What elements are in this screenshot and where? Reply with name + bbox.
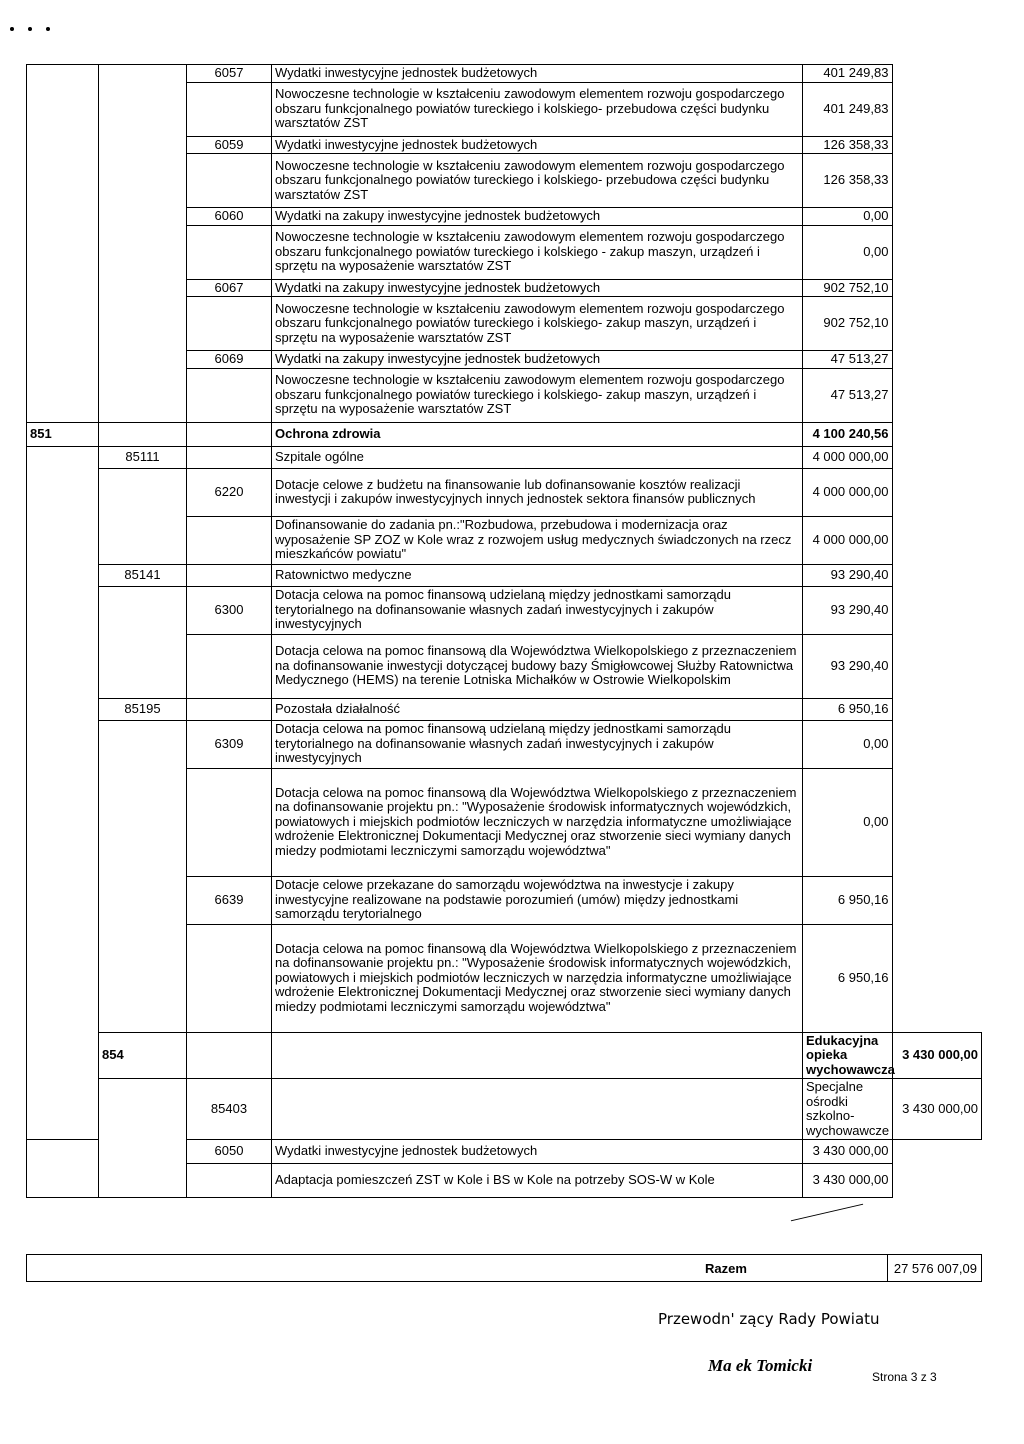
total-label: Razem bbox=[705, 1261, 747, 1276]
row-amount: 0,00 bbox=[803, 225, 893, 279]
row-description: Dotacja celowa na pomoc finansową udzielaną między jednostkami samorządu terytorialnego na dofinansowanie własnych zadań inwestycyjnych i zakupów inwestycyjnych bbox=[272, 720, 803, 768]
row-amount: 3 430 000,00 bbox=[892, 1079, 982, 1140]
section-row bbox=[27, 1032, 982, 1079]
row-amount: 4 000 000,00 bbox=[803, 516, 893, 564]
signature-stroke bbox=[791, 1204, 863, 1222]
row-amount: 93 290,40 bbox=[803, 586, 893, 634]
row-description: Specjalne ośrodki szkolno-wychowawcze bbox=[803, 1079, 893, 1140]
row-amount: 6 950,16 bbox=[803, 924, 893, 1032]
row-description: Wydatki inwestycyjne jednostek budżetowych bbox=[272, 65, 803, 83]
row-amount: 3 430 000,00 bbox=[803, 1140, 893, 1164]
row-amount: 3 430 000,00 bbox=[803, 1164, 893, 1198]
table-row bbox=[27, 446, 982, 468]
row-amount: 4 000 000,00 bbox=[803, 446, 893, 468]
paragraph-code: 6300 bbox=[187, 586, 272, 634]
rozdzial-code: 85111 bbox=[99, 446, 187, 468]
row-amount: 0,00 bbox=[803, 208, 893, 226]
rozdzial-code: 85403 bbox=[187, 1079, 272, 1140]
paragraph-code: 6309 bbox=[187, 720, 272, 768]
row-description: Dotacja celowa na pomoc finansową dla Województwa Wielkopolskiego z przeznaczeniem na dofinansowanie projektu pn.: "Wyposażenie środowisk informatycznych wojewódzkich, powiatowych i miejskich podmiotów leczniczych w narzędzia informatyczne umożliwiające wdrożenie Elektronicznej Dokumentacji Medycznej oraz stworzenie sieci wymiany danych miedzy podmiotami leczniczymi samorządu województwa" bbox=[272, 768, 803, 876]
paragraph-code: 6220 bbox=[187, 468, 272, 516]
row-description: Wydatki na zakupy inwestycyjne jednostek budżetowych bbox=[272, 208, 803, 226]
dzial-code: 851 bbox=[27, 422, 99, 446]
row-amount: 93 290,40 bbox=[803, 564, 893, 586]
table-row bbox=[27, 1079, 982, 1140]
total-row bbox=[26, 1254, 982, 1282]
chairman-name: Ma ek Tomicki bbox=[708, 1356, 813, 1375]
row-amount: 0,00 bbox=[803, 720, 893, 768]
row-amount: 0,00 bbox=[803, 768, 893, 876]
row-description: Ratownictwo medyczne bbox=[272, 564, 803, 586]
page-number: Strona 3 z 3 bbox=[872, 1370, 937, 1384]
row-amount: 126 358,33 bbox=[803, 136, 893, 154]
row-description: Nowoczesne technologie w kształceniu zawodowym elementem rozwoju gospodarczego obszaru funkcjonalnego powiatów tureckiego i kolskiego- zakup maszyn, urządzeń i sprzętu na wyposażenie warsztatów ZST bbox=[272, 297, 803, 351]
row-amount: 47 513,27 bbox=[803, 368, 893, 422]
row-description: Szpitale ogólne bbox=[272, 446, 803, 468]
row-description: Nowoczesne technologie w kształceniu zawodowym elementem rozwoju gospodarczego obszaru funkcjonalnego powiatów tureckiego i kolskiego- przebudowa części budynku warsztatów ZST bbox=[272, 82, 803, 136]
row-description: Wydatki inwestycyjne jednostek budżetowych bbox=[272, 136, 803, 154]
budget-table bbox=[26, 64, 982, 1198]
section-amount: 3 430 000,00 bbox=[892, 1032, 982, 1079]
row-amount: 401 249,83 bbox=[803, 65, 893, 83]
dzial-code: 854 bbox=[99, 1032, 187, 1079]
scan-marks bbox=[10, 18, 64, 36]
row-amount: 401 249,83 bbox=[803, 82, 893, 136]
row-description: Dotacje celowe z budżetu na finansowanie lub dofinansowanie kosztów realizacji inwestycji i zakupów inwestycyjnych innych jednostek sektora finansów publicznych bbox=[272, 468, 803, 516]
rozdzial-code: 85195 bbox=[99, 698, 187, 720]
row-description: Wydatki na zakupy inwestycyjne jednostek budżetowych bbox=[272, 351, 803, 369]
row-description: Dotacje celowe przekazane do samorządu województwa na inwestycje i zakupy inwestycyjne realizowane na podstawie porozumień (umów) między jednostkami samorządu terytorialnego bbox=[272, 876, 803, 924]
divider bbox=[887, 1255, 888, 1281]
table-row bbox=[27, 720, 982, 768]
paragraph-code: 6639 bbox=[187, 876, 272, 924]
row-amount: 6 950,16 bbox=[803, 876, 893, 924]
row-amount: 6 950,16 bbox=[803, 698, 893, 720]
section-amount: 4 100 240,56 bbox=[803, 422, 893, 446]
row-description: Dotacja celowa na pomoc finansową udzielaną między jednostkami samorządu terytorialnego na dofinansowanie własnych zadań inwestycyjnych i zakupów inwestycyjnych bbox=[272, 586, 803, 634]
paragraph-code: 6067 bbox=[187, 279, 272, 297]
table-row bbox=[27, 468, 982, 516]
row-description: Dotacja celowa na pomoc finansową dla Województwa Wielkopolskiego z przeznaczeniem na dofinansowanie inwestycji dotyczącej budowy bazy Śmigłowcowej Służby Ratownictwa Medycznego (HEMS) na terenie Lotniska Michałków w Ostrowie Wielkopolskim bbox=[272, 634, 803, 698]
row-amount: 902 752,10 bbox=[803, 279, 893, 297]
table-row bbox=[27, 564, 982, 586]
paragraph-code: 6059 bbox=[187, 136, 272, 154]
row-description: Nowoczesne technologie w kształceniu zawodowym elementem rozwoju gospodarczego obszaru funkcjonalnego powiatów tureckiego i kolskiego - zakup maszyn, urządzeń i sprzętu na wyposażenie warsztatów ZST bbox=[272, 225, 803, 279]
table-row bbox=[27, 586, 982, 634]
row-description: Wydatki inwestycyjne jednostek budżetowych bbox=[272, 1140, 803, 1164]
rozdzial-code: 85141 bbox=[99, 564, 187, 586]
chairman-title: Przewodn' zący Rady Powiatu bbox=[658, 1310, 880, 1328]
row-description: Nowoczesne technologie w kształceniu zawodowym elementem rozwoju gospodarczego obszaru funkcjonalnego powiatów tureckiego i kolskiego- zakup maszyn, urządzeń i sprzętu na wyposażenie warsztatów ZST bbox=[272, 368, 803, 422]
paragraph-code: 6057 bbox=[187, 65, 272, 83]
section-title: Ochrona zdrowia bbox=[272, 422, 803, 446]
row-description: Pozostała działalność bbox=[272, 698, 803, 720]
section-title: Edukacyjna opieka wychowawcza bbox=[803, 1032, 893, 1079]
paragraph-code: 6069 bbox=[187, 351, 272, 369]
row-amount: 4 000 000,00 bbox=[803, 468, 893, 516]
row-amount: 47 513,27 bbox=[803, 351, 893, 369]
row-amount: 126 358,33 bbox=[803, 154, 893, 208]
total-value: 27 576 007,09 bbox=[893, 1261, 977, 1276]
page-header-area bbox=[0, 0, 1024, 62]
row-amount: 902 752,10 bbox=[803, 297, 893, 351]
section-row bbox=[27, 422, 982, 446]
row-description: Dofinansowanie do zadania pn.:"Rozbudowa, przebudowa i modernizacja oraz wyposażenie SP ZOZ w Kole wraz z rozwojem usług medycznych świadczonych na rzecz mieszkańców powiatu" bbox=[272, 516, 803, 564]
row-description: Nowoczesne technologie w kształceniu zawodowym elementem rozwoju gospodarczego obszaru funkcjonalnego powiatów tureckiego i kolskiego- przebudowa części budynku warsztatów ZST bbox=[272, 154, 803, 208]
paragraph-code: 6050 bbox=[187, 1140, 272, 1164]
row-description: Adaptacja pomieszczeń ZST w Kole i BS w Kole na potrzeby SOS-W w Kole bbox=[272, 1164, 803, 1198]
table-row bbox=[27, 65, 982, 83]
row-description: Wydatki na zakupy inwestycyjne jednostek budżetowych bbox=[272, 279, 803, 297]
row-description: Dotacja celowa na pomoc finansową dla Województwa Wielkopolskiego z przeznaczeniem na dofinansowanie projektu pn.: "Wyposażenie środowisk informatycznych wojewódzkich, powiatowych i miejskich podmiotów leczniczych w narzędzia informatyczne umożliwiające wdrożenie Elektronicznej Dokumentacji Medycznej oraz stworzenie sieci wymiany danych miedzy podmiotami leczniczymi samorządu województwa" bbox=[272, 924, 803, 1032]
row-amount: 93 290,40 bbox=[803, 634, 893, 698]
table-row bbox=[27, 698, 982, 720]
paragraph-code: 6060 bbox=[187, 208, 272, 226]
